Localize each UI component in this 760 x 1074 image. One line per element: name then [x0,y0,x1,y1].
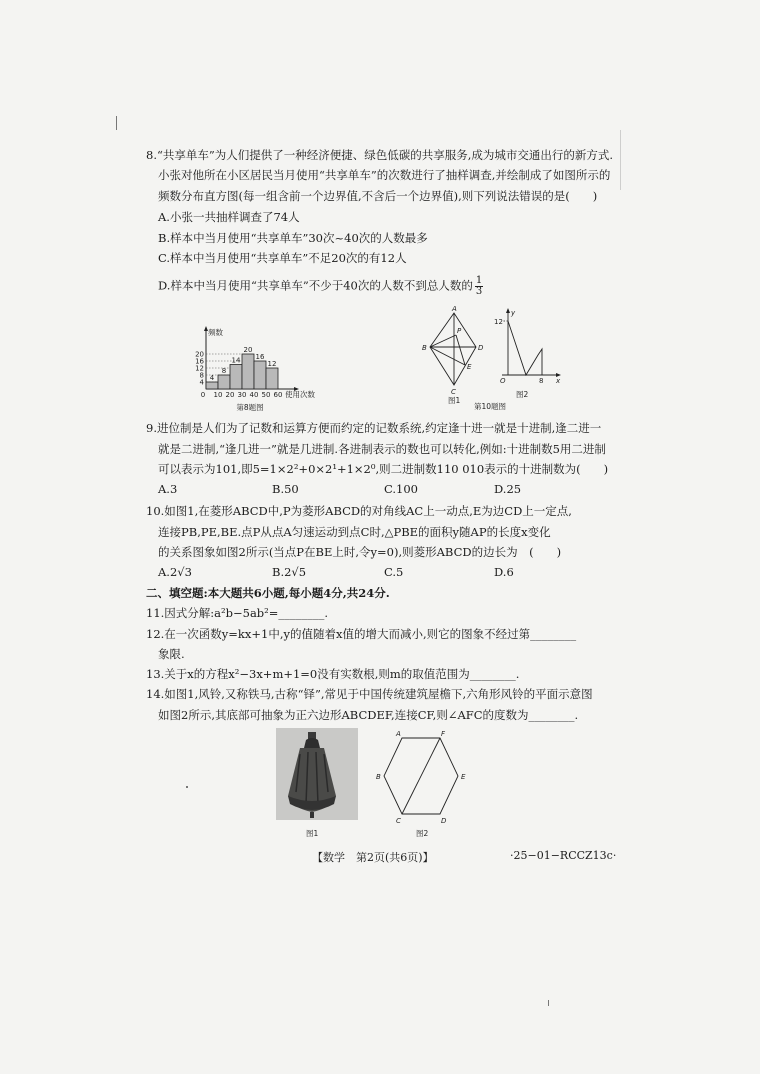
graph-x-label: x [556,377,561,385]
page-footer-center: 【数学 第2页(共6页)】 [312,851,434,864]
scan-speck [186,786,188,788]
fig10-fig1-label: 图1 [448,396,461,405]
q9-line-3: 可以表示为101,即5=1×2²+0×2¹+1×2⁰,则二进制数110 010表示的十进制数为( ) [158,462,609,476]
hist-xtick: 50 [261,391,271,399]
point-d-label: D [478,344,484,352]
graph-xmark-label: 8 [539,377,544,385]
q13: 13.关于x的方程x²−3x+m+1=0没有实数根,则m的取值范围为________. [146,667,520,681]
vertex-b-label: B [376,773,381,781]
graph-ymax-label: 12 [494,318,503,326]
q9-option-c: C.100 [384,482,418,496]
hist-ytick: 8 [199,371,204,380]
hist-xtick: 20 [225,391,235,399]
graph-y-label: y [511,309,516,317]
vertex-a-label: A [396,730,401,738]
hist-xtick: 60 [273,391,283,399]
hist-bar-label: 20 [243,346,253,354]
scan-speck [620,130,621,190]
scan-speck [548,1000,549,1006]
q8-histogram [188,325,338,415]
q10-option-a: A.2√3 [158,565,192,579]
hist-xtick: 30 [237,391,247,399]
hist-bar-30-40 [242,354,254,389]
wind-chime-photo [276,728,358,820]
point-a-label: A [452,305,457,313]
fig14-fig1-label: 图1 [306,829,319,838]
fraction-numerator: 1 [475,275,483,286]
hist-bar-label: 4 [209,374,215,382]
q10-line-1: 10.如图1,在菱形ABCD中,P为菱形ABCD的对角线AC上一动点,E为边CD上一定点, [146,504,572,518]
segment-cf [402,738,440,814]
vertex-e-label: E [461,773,466,781]
graph-origin-label: O [500,377,506,385]
hist-xtick: 0 [200,391,206,399]
q9-line-1: 9.进位制是人们为了记数和运算方便而约定的记数系统,约定逢十进一就是十进制,逢二进一 [146,421,602,435]
q8-option-b: B.样本中当月使用“共享单车”30次~40次的人数最多 [158,231,428,245]
q8-option-d [158,276,483,297]
hist-xtick: 10 [213,391,223,399]
q9-option-b: B.50 [272,482,299,496]
graph-y-arrow [506,308,510,313]
fraction-denominator: 3 [475,286,483,297]
hist-bar-0-10 [206,382,218,389]
q12-line-2: 象限. [158,647,185,661]
hist-ytick: 4 [199,378,204,387]
q11: 11.因式分解:a²b−5ab²=________. [146,606,329,620]
q12-line-1: 12.在一次函数y=kx+1中,y的值随着x值的增大而减小,则它的图象不经过第________ [146,627,577,641]
vertex-d-label: D [441,817,447,825]
fig14-fig2-label: 图2 [416,829,429,838]
graph-curve [508,321,542,375]
hist-bar-label: 8 [221,367,227,375]
q8-line-1: 8.“共享单车”为人们提供了一种经济便捷、绿色低碳的共享服务,成为城市交通出行的新方式. [146,148,614,162]
q14-line-1: 14.如图1,风铃,又称铁马,古称“铎”,常见于中国传统建筑屋檐下,六角形风铃的平面示意图 [146,687,593,701]
rhombus-abcd [430,313,476,385]
q10-figures [416,305,566,413]
q9-line-2: 就是二进制,“逢几进一”就是几进制.各进制表示的数也可以转化,例如:十进制数5用二进制 [158,442,606,456]
vertex-c-label: C [396,817,401,825]
point-e-label: E [467,363,472,371]
hist-ytick: 20 [195,350,204,359]
hist-bar-label: 14 [231,356,241,365]
q9-option-a: A.3 [158,482,178,496]
q8-option-c: C.样本中当月使用“共享单车”不足20次的有12人 [158,251,407,265]
point-c-label: C [451,388,456,396]
hist-xlabel: 使用次数 [285,390,315,399]
section-2-heading: 二、填空题:本大题共6小题,每小题4分,共24分. [146,586,390,600]
q10-line-3: 的关系图象如图2所示(当点P在BE上时,令y=0),则菱形ABCD的边长为 ( ) [158,545,562,559]
hist-bar-50-60 [266,368,278,389]
point-p-label: P [457,327,462,335]
segment-pe [456,335,465,365]
hist-bar-label: 16 [255,353,265,361]
q8-option-d-text: D.样本中当月使用“共享单车”不少于40次的人数不到总人数的 [158,278,473,293]
q8-line-2: 小张对他所在小区居民当月使用“共享单车”的次数进行了抽样调查,并绘制成了如图所示的 [158,168,611,182]
point-b-label: B [422,344,427,352]
page-footer-code: ·25−01−RCCZ13c· [510,849,617,862]
hist-bar-label: 12 [267,360,277,368]
hist-bar-20-30 [230,365,242,390]
vertex-f-label: F [441,730,446,738]
fig10-fig2-label: 图2 [516,390,529,399]
hist-ylabel: 频数 [208,328,223,337]
q10-line-2: 连接PB,PE,BE.点P从点A匀速运动到点C时,△PBE的面积y随AP的长度x变化 [158,525,551,539]
scan-speck [116,116,117,130]
hist-xtick: 40 [249,391,259,399]
hist-caption: 第8题图 [236,403,264,412]
hist-bar-10-20 [218,375,230,389]
q10-option-b: B.2√5 [272,565,307,579]
q8-option-a: A.小张一共抽样调查了74人 [158,210,300,224]
q10-option-c: C.5 [384,565,404,579]
q10-option-d: D.6 [494,565,514,579]
fraction [475,276,483,297]
q8-line-3: 频数分布直方图(每一组含前一个边界值,不含后一个边界值),则下列说法错误的是( ) [158,189,598,203]
q9-option-d: D.25 [494,482,522,496]
hist-ytick: 12 [195,364,204,373]
hist-ytick: 16 [195,357,204,366]
q14-line-2: 如图2所示,其底部可抽象为正六边形ABCDEF,连接CF,则∠AFC的度数为________. [158,708,579,722]
q14-figures [270,726,490,844]
hist-bar-40-50 [254,361,266,389]
fig10-caption: 第10题图 [473,402,507,411]
